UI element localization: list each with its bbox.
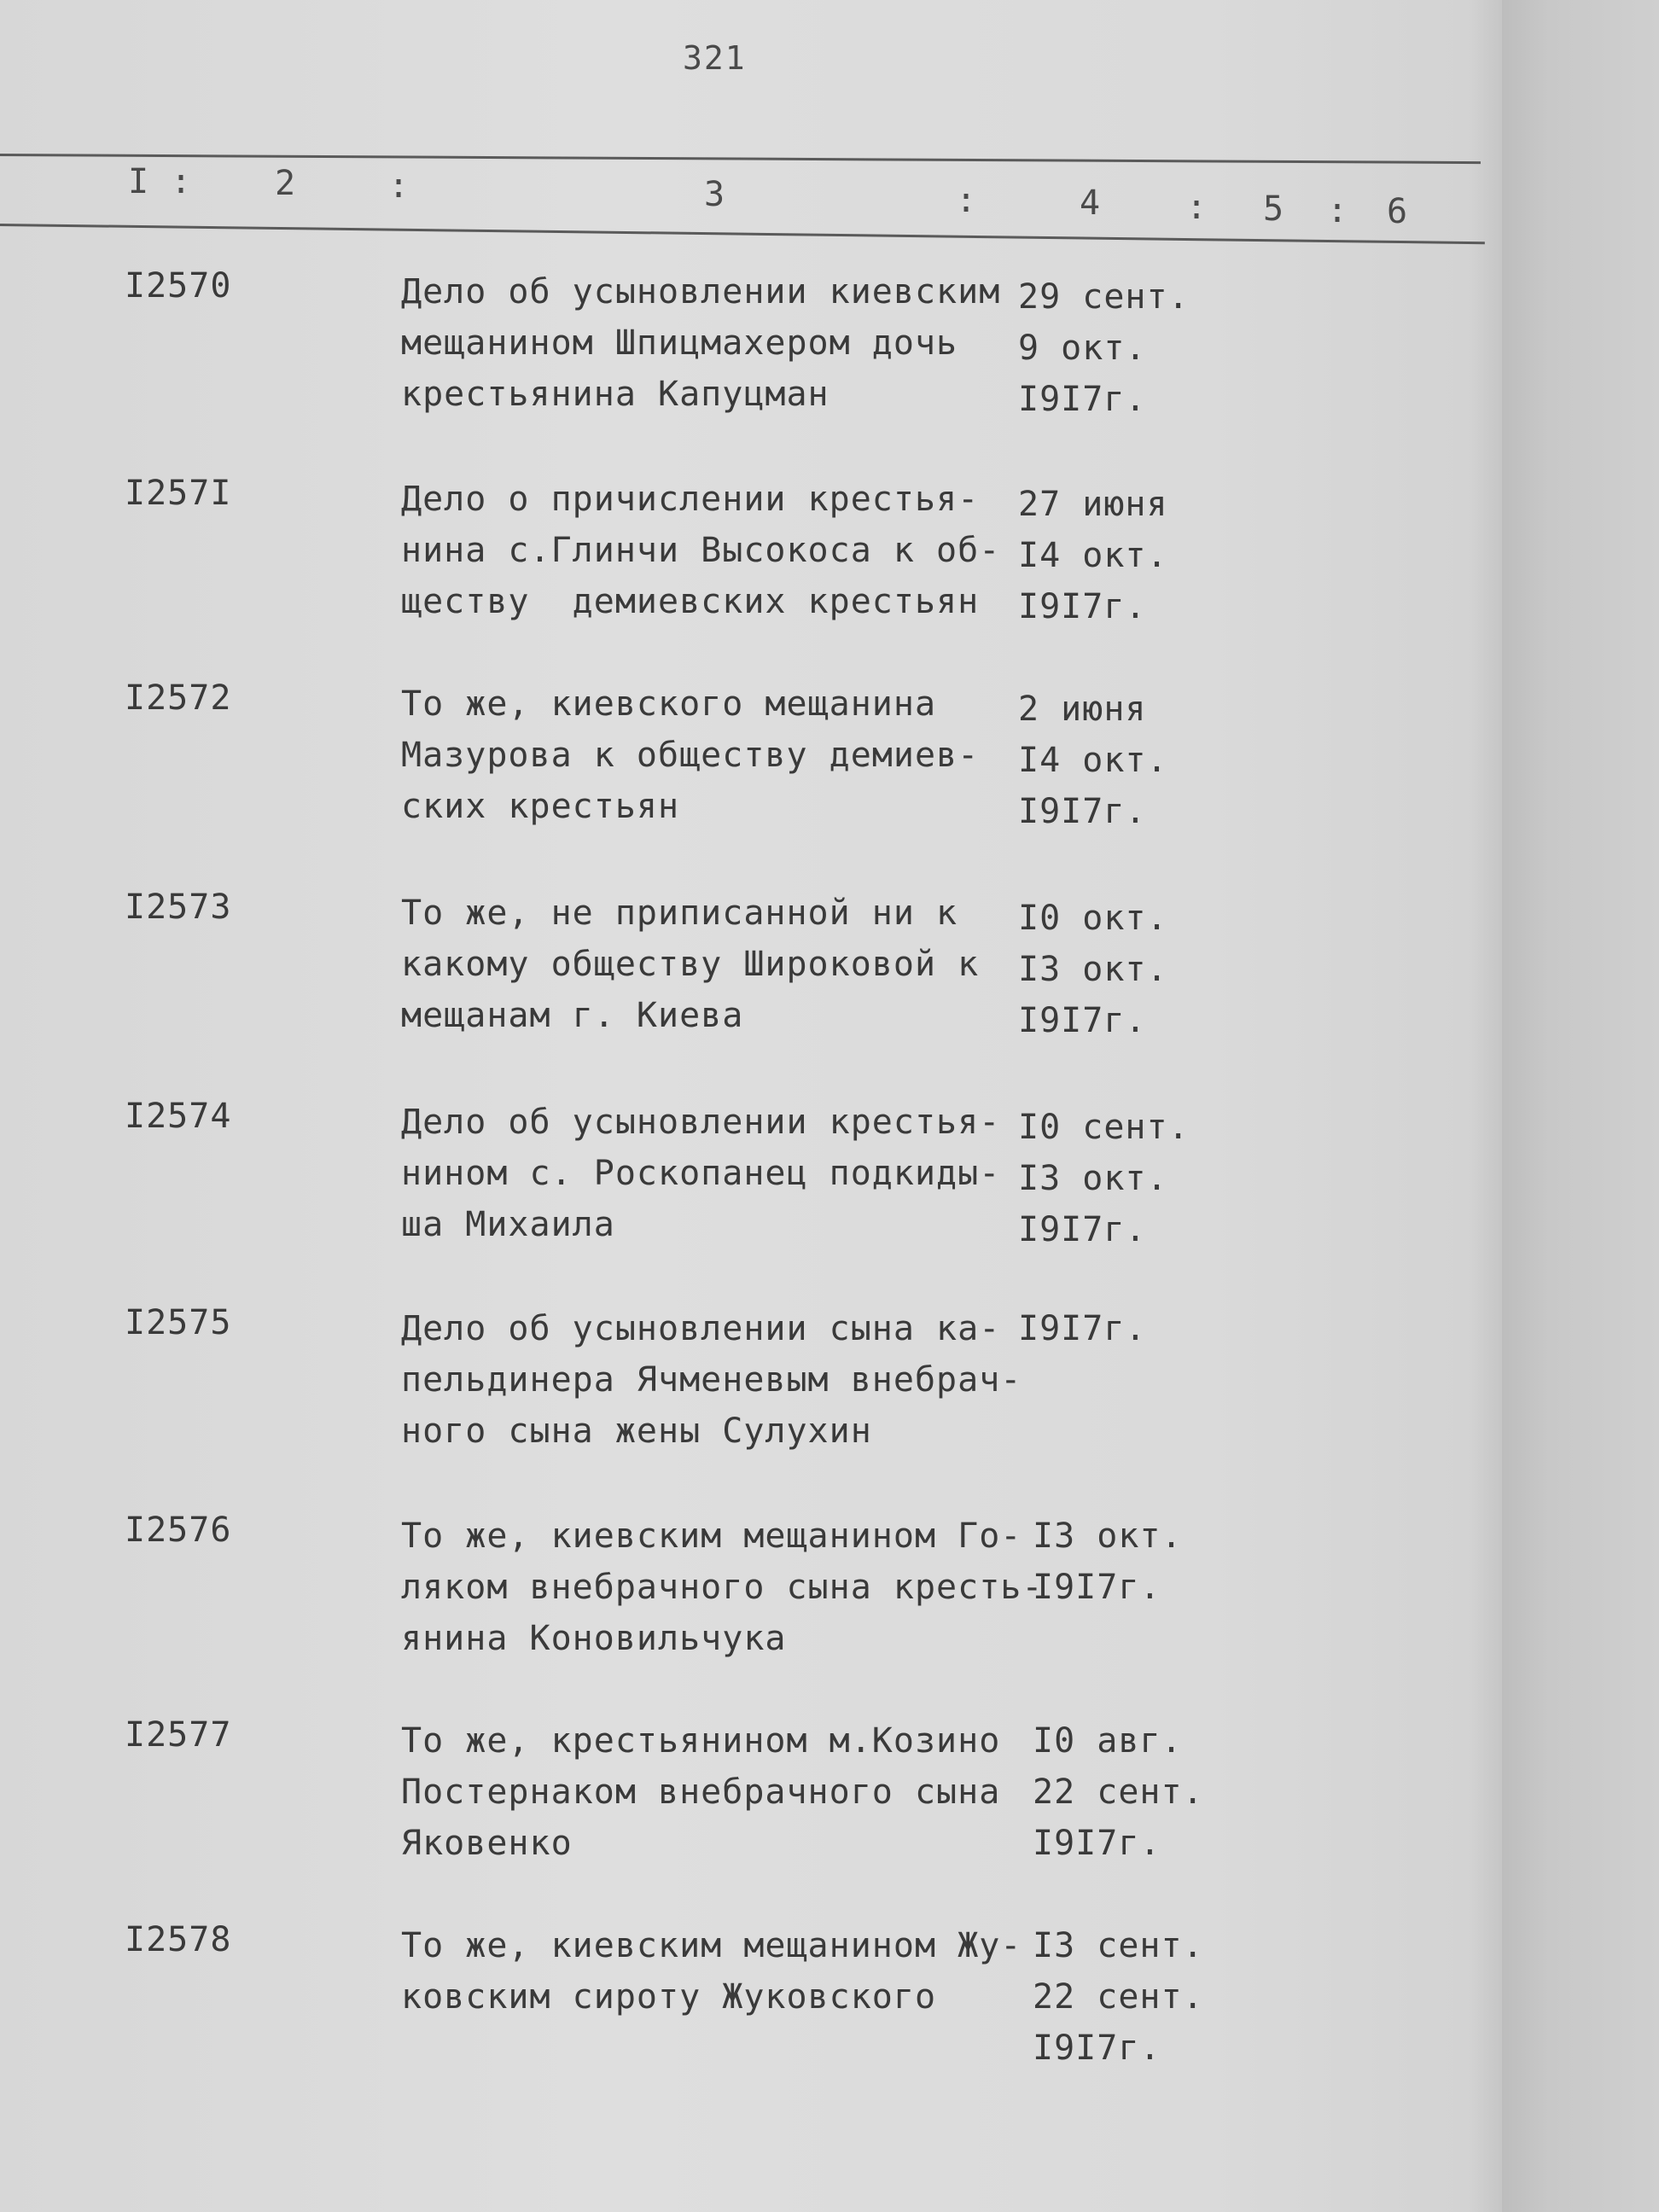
column-separator: : bbox=[1327, 191, 1348, 230]
description-line: ских крестьян bbox=[401, 787, 680, 826]
case-description bbox=[401, 474, 1016, 627]
date-line: 2 июня bbox=[1018, 690, 1147, 729]
date-line: I9I7г. bbox=[1033, 1824, 1161, 1863]
date-line: I3 окт. bbox=[1018, 950, 1168, 989]
date-line: I9I7г. bbox=[1018, 1001, 1147, 1040]
case-description bbox=[401, 1097, 1016, 1250]
date-line: 9 окт. bbox=[1018, 329, 1147, 368]
column-separator: : bbox=[171, 162, 192, 201]
case-number: I2576 bbox=[125, 1511, 232, 1550]
description-line: Яковенко bbox=[401, 1824, 573, 1863]
description-line: Мазурова к обществу демиев- bbox=[401, 736, 980, 775]
date-line: I4 окт. bbox=[1018, 536, 1168, 575]
date-line: I0 окт. bbox=[1018, 899, 1168, 938]
description-line: Дело о причислении крестья- bbox=[401, 480, 980, 519]
column-header-5: 5 bbox=[1263, 189, 1284, 229]
description-line: ществу демиевских крестьян bbox=[401, 582, 980, 621]
date-line: I9I7г. bbox=[1018, 1309, 1147, 1348]
date-line: I3 окт. bbox=[1018, 1159, 1168, 1198]
description-line: Дело об усыновлении киевским bbox=[401, 272, 1001, 311]
date-line: I0 сент. bbox=[1018, 1108, 1190, 1147]
column-header-3: 3 bbox=[704, 175, 725, 214]
description-line: Постернаком внебрачного сына bbox=[401, 1773, 1001, 1812]
list-item bbox=[0, 1303, 1502, 1474]
description-line: ша Михаила bbox=[401, 1205, 615, 1244]
description-line: Дело об усыновлении сына ка- bbox=[401, 1309, 1001, 1348]
case-number: I2578 bbox=[125, 1920, 232, 1959]
date-line: 27 июня bbox=[1018, 485, 1168, 524]
description-line: ковским сироту Жуковского bbox=[401, 1977, 937, 2017]
list-item bbox=[0, 266, 1502, 437]
description-line: янина Коновильчука bbox=[401, 1619, 787, 1658]
date-line: I0 авг. bbox=[1033, 1721, 1183, 1761]
column-separator: : bbox=[1186, 188, 1208, 227]
date-line: 22 сент. bbox=[1033, 1773, 1204, 1812]
case-dates bbox=[1033, 1715, 1237, 1869]
case-dates bbox=[1018, 1303, 1223, 1354]
page-number: 321 bbox=[683, 39, 747, 77]
date-line: 29 сент. bbox=[1018, 277, 1190, 317]
header-top-rule bbox=[0, 154, 1481, 164]
description-line: То же, киевским мещанином Го- bbox=[401, 1516, 1022, 1556]
adjacent-page-edge bbox=[1502, 0, 1659, 2212]
description-line: мещанам г. Киева bbox=[401, 996, 744, 1035]
description-line: нином с. Роскопанец подкиды- bbox=[401, 1154, 1001, 1193]
case-dates bbox=[1033, 1511, 1237, 1613]
case-dates bbox=[1018, 1102, 1223, 1255]
case-number: I2577 bbox=[125, 1715, 232, 1755]
column-header-2: 2 bbox=[275, 164, 296, 203]
case-dates bbox=[1018, 271, 1223, 425]
date-line: I9I7г. bbox=[1018, 380, 1147, 419]
description-line: какому обществу Широковой к bbox=[401, 945, 980, 984]
column-header-4: 4 bbox=[1080, 183, 1101, 223]
date-line: 22 сент. bbox=[1033, 1977, 1204, 2017]
list-item bbox=[0, 1511, 1502, 1681]
description-line: То же, киевского мещанина bbox=[401, 684, 937, 724]
description-line: То же, крестьянином м.Козино bbox=[401, 1721, 1001, 1761]
header-bottom-rule bbox=[0, 224, 1485, 244]
case-description bbox=[401, 1303, 1022, 1457]
case-dates bbox=[1018, 479, 1223, 632]
case-description bbox=[401, 1715, 1016, 1869]
date-line: I9I7г. bbox=[1033, 2029, 1161, 2068]
date-line: I3 окт. bbox=[1033, 1516, 1183, 1556]
date-line: I3 сент. bbox=[1033, 1926, 1204, 1965]
case-dates bbox=[1018, 684, 1223, 837]
column-header-6: 6 bbox=[1387, 192, 1408, 231]
case-number: I2573 bbox=[125, 888, 232, 927]
case-description bbox=[401, 1511, 1044, 1664]
description-line: Дело об усыновлении крестья- bbox=[401, 1103, 1001, 1142]
description-line: крестьянина Капуцман bbox=[401, 375, 830, 414]
case-dates bbox=[1018, 893, 1223, 1046]
case-number: I2572 bbox=[125, 678, 232, 718]
list-item bbox=[0, 888, 1502, 1058]
description-line: То же, не приписанной ни к bbox=[401, 894, 958, 933]
list-item bbox=[0, 1097, 1502, 1267]
date-line: I9I7г. bbox=[1033, 1568, 1161, 1607]
description-line: ляком внебрачного сына кресть- bbox=[401, 1568, 1044, 1607]
description-line: То же, киевским мещанином Жу- bbox=[401, 1926, 1022, 1965]
column-separator: : bbox=[956, 181, 977, 220]
column-separator: : bbox=[388, 166, 410, 206]
case-description bbox=[401, 888, 1016, 1041]
case-number: I2575 bbox=[125, 1303, 232, 1342]
description-line: мещанином Шпицмахером дочь bbox=[401, 323, 958, 363]
date-line: I9I7г. bbox=[1018, 792, 1147, 831]
description-line: пельдинера Ячменевым внебрач- bbox=[401, 1360, 1022, 1400]
case-number: I2570 bbox=[125, 266, 232, 306]
case-description bbox=[401, 1920, 1022, 2023]
date-line: I9I7г. bbox=[1018, 1210, 1147, 1249]
case-dates bbox=[1033, 1920, 1237, 2074]
case-description bbox=[401, 266, 1016, 420]
description-line: ного сына жены Сулухин bbox=[401, 1412, 872, 1451]
list-item bbox=[0, 1715, 1502, 1886]
case-number: I2574 bbox=[125, 1097, 232, 1136]
date-line: I4 окт. bbox=[1018, 741, 1168, 780]
case-number: I257I bbox=[125, 474, 232, 513]
list-item bbox=[0, 678, 1502, 849]
case-description bbox=[401, 678, 1016, 832]
list-item bbox=[0, 474, 1502, 644]
description-line: нина с.Глинчи Высокоса к об- bbox=[401, 531, 1001, 570]
date-line: I9I7г. bbox=[1018, 587, 1147, 626]
column-header-1: I bbox=[128, 162, 149, 201]
list-item bbox=[0, 1920, 1502, 2091]
